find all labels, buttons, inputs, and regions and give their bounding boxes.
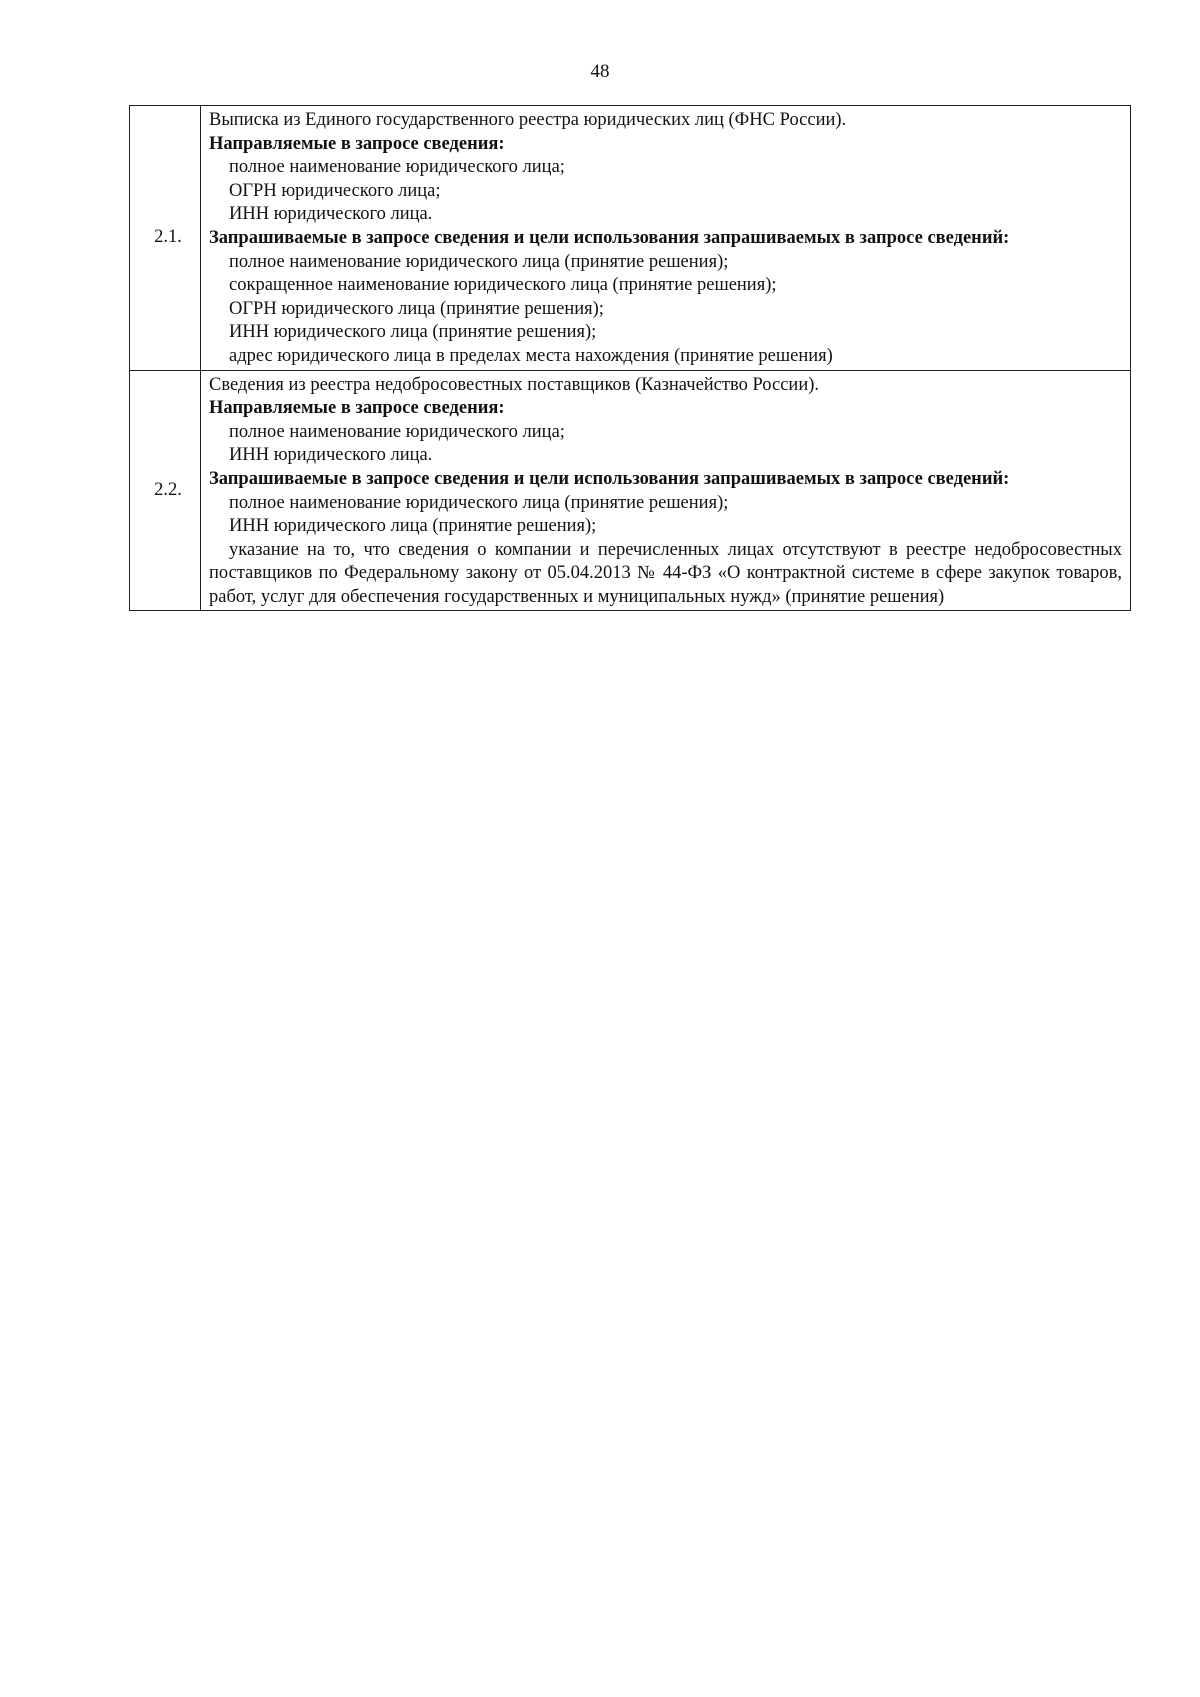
requested-item: сокращенное наименование юридического лица (принятие решения); — [229, 275, 777, 296]
sent-item: полное наименование юридического лица; — [229, 157, 565, 178]
requested-item: адрес юридического лица в пределах места нахождения (принятие решения) — [229, 345, 833, 366]
table-row-2-2 — [130, 370, 1131, 611]
row-number-cell — [130, 370, 201, 611]
requested-paragraph: указание на то, что сведения о компании и перечисленных лицах отсутствуют в реестре недобросовестных поставщиков по Федеральному закону от 05.04.2013 № 44-ФЗ «О контрактной системе в сфере закупок товаров, работ, услуг для обеспечения государственных и муниципальных нужд» (принятие решения) — [209, 539, 1122, 607]
row-content-cell — [201, 106, 1131, 371]
row-number-cell — [130, 106, 201, 371]
sent-item: ОГРН юридического лица; — [229, 180, 441, 201]
sent-item: полное наименование юридического лица; — [229, 421, 565, 442]
requested-item: ИНН юридического лица (принятие решения); — [229, 322, 597, 343]
requested-item: полное наименование юридического лица (принятие решения); — [229, 492, 729, 513]
sent-item: ИНН юридического лица. — [229, 445, 433, 466]
requested-item: полное наименование юридического лица (принятие решения); — [229, 251, 729, 272]
requested-heading: Запрашиваемые в запросе сведения и цели использования запрашиваемых в запросе сведений: — [209, 227, 1010, 248]
requested-item: ИНН юридического лица (принятие решения); — [229, 516, 597, 537]
row-number: 2.2. — [154, 479, 182, 500]
requests-table — [129, 105, 1131, 611]
page-number: 48 — [590, 61, 610, 82]
source-title: Сведения из реестра недобросовестных поставщиков (Казначейство России). — [209, 374, 820, 395]
source-title: Выписка из Единого государственного реестра юридических лиц (ФНС России). — [209, 110, 847, 130]
requested-heading: Запрашиваемые в запросе сведения и цели использования запрашиваемых в запросе сведений: — [209, 468, 1010, 489]
row-content-cell — [201, 370, 1131, 611]
sent-heading: Направляемые в запросе сведения: — [209, 133, 505, 154]
row-number: 2.1. — [154, 226, 182, 247]
table-row-2-1 — [130, 106, 1131, 371]
sent-heading: Направляемые в запросе сведения: — [209, 398, 505, 419]
sent-item: ИНН юридического лица. — [229, 204, 433, 225]
requested-item: ОГРН юридического лица (принятие решения); — [229, 298, 604, 319]
